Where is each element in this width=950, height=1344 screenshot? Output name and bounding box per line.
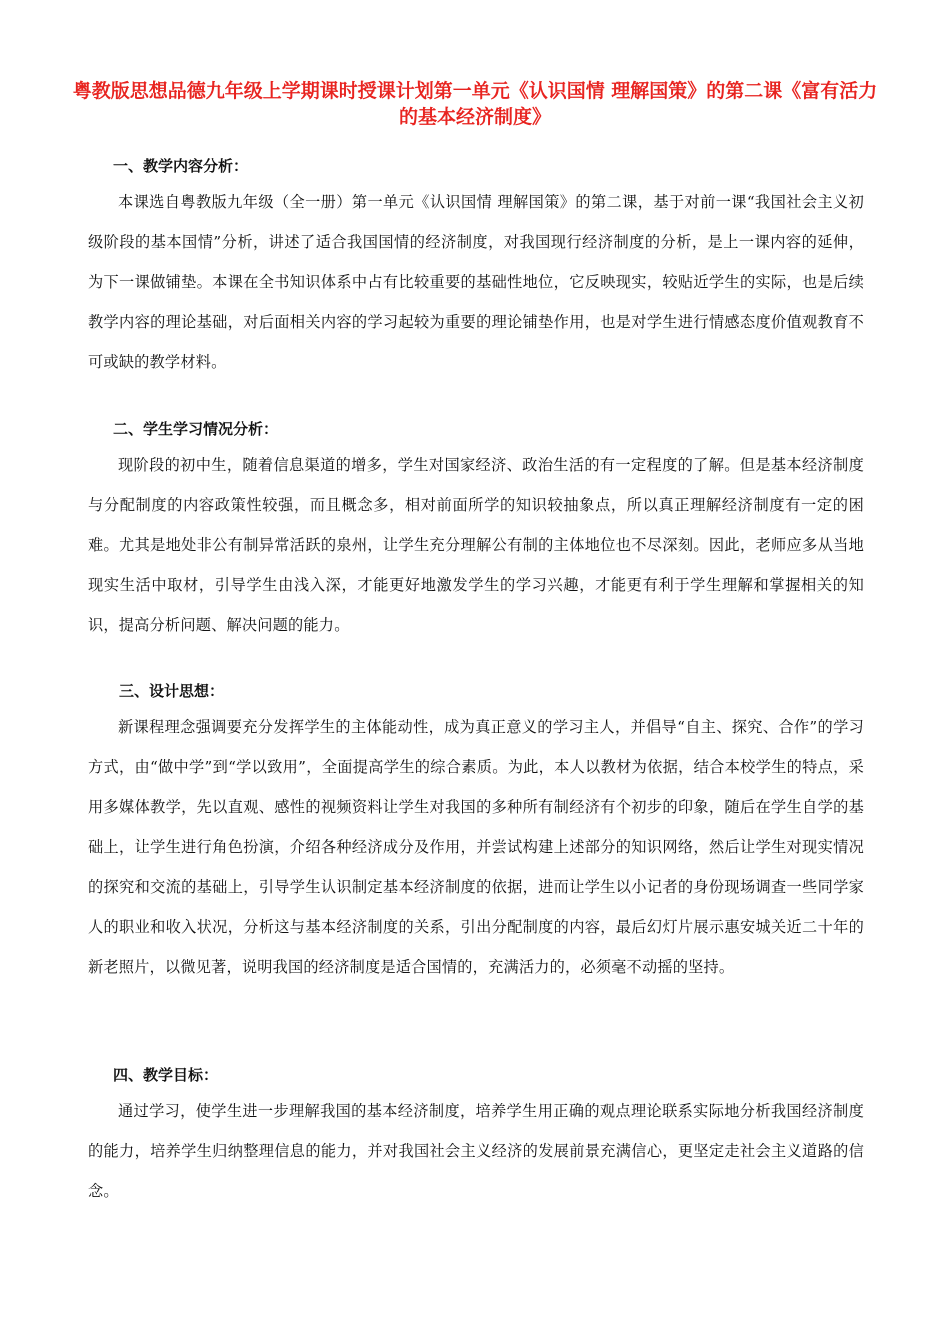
section-heading-content-analysis: 一、教学内容分析： xyxy=(113,157,249,175)
section-body-student-analysis: 现阶段的初中生，随着信息渠道的增多，学生对国家经济、政治生活的有一定程度的了解。但是基本经济制度与分配制度的内容政策性较强，而且概念多，相对前面所学的知识较抽象点，所以真正理解经济制度有一定的困难。尤其是地处非公有制异常活跃的泉州，让学生充分理解公有制的主体地位也不尽深刻。因此，老师应多从当地现实生活中取材，引导学生由浅入深，才能更好地激发学生的学习兴趣，才能更有利于学生理解和掌握相关的知识，提高分析问题、解决问题的能力。 xyxy=(88,456,864,634)
section-heading-design-idea: 三、设计思想： xyxy=(119,682,225,700)
section-heading-teaching-goals: 四、教学目标： xyxy=(113,1066,219,1084)
section-body-teaching-goals: 通过学习，使学生进一步理解我国的基本经济制度，培养学生用正确的观点理论联系实际地分析我国经济制度的能力，培养学生归纳整理信息的能力，并对我国社会主义经济的发展前景充满信心，更坚定走社会主义道路的信念。 xyxy=(88,1102,864,1200)
document-title: 粤教版思想品德九年级上学期课时授课计划第一单元《认识国情 理解国策》的第二课《富有活力的基本经济制度》 xyxy=(72,80,878,128)
section-heading-student-analysis: 二、学生学习情况分析： xyxy=(113,420,279,438)
section-body-design-idea: 新课程理念强调要充分发挥学生的主体能动性，成为真正意义的学习主人，并倡导“自主、探究、合作”的学习方式，由“做中学”到“学以致用”，全面提高学生的综合素质。为此，本人以教材为依据，结合本校学生的特点，采用多媒体教学，先以直观、感性的视频资料让学生对我国的多种所有制经济有个初步的印象，随后在学生自学的基础上，让学生进行角色扮演，介绍各种经济成分及作用，并尝试构建上述部分的知识网络，然后让学生对现实情况的探究和交流的基础上，引导学生认识制定基本经济制度的依据，进而让学生以小记者的身份现场调查一些同学家人的职业和收入状况，分析这与基本经济制度的关系，引出分配制度的内容，最后幻灯片展示惠安城关近二十年的新老照片，以微见著，说明我国的经济制度是适合国情的，充满活力的，必须毫不动摇的坚持。 xyxy=(88,718,864,976)
section-body-content-analysis: 本课选自粤教版九年级（全一册）第一单元《认识国情 理解国策》的第二课，基于对前一课“我国社会主义初级阶段的基本国情”分析，讲述了适合我国国情的经济制度，对我国现行经济制度的分析，是上一课内容的延伸，为下一课做铺垫。本课在全书知识体系中占有比较重要的基础性地位，它反映现实，较贴近学生的实际，也是后续教学内容的理论基础，对后面相关内容的学习起较为重要的理论铺垫作用，也是对学生进行情感态度价值观教育不可或缺的教学材料。 xyxy=(88,193,864,371)
